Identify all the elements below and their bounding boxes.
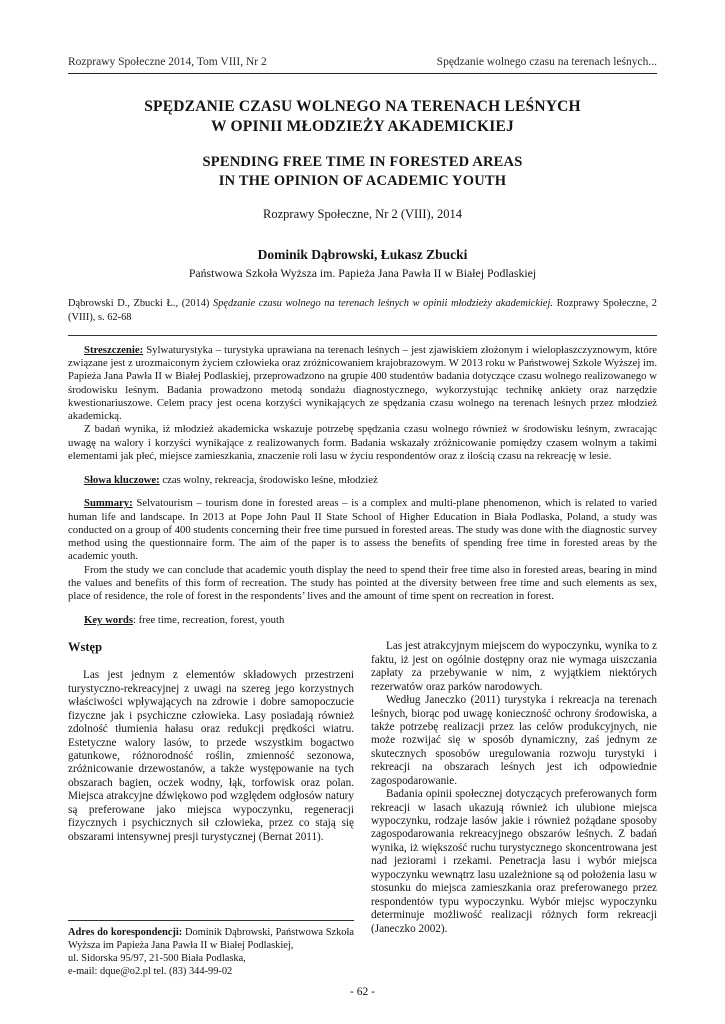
abstract-pl-label: Streszczenie: [84,343,144,356]
article-title-pl-line2: W OPINII MŁODZIEŻY AKADEMICKIEJ [211,118,514,136]
left-column [68,640,354,978]
keywords-pl-text: czas wolny, rekreacja, środowisko leśne, młodzież [159,474,378,487]
authors: Dominik Dąbrowski, Łukasz Zbucki [257,246,468,262]
journal-issue-line: Rozprawy Społeczne, Nr 2 (VIII), 2014 [263,206,462,221]
keywords-pl-label: Słowa kluczowe: [84,474,160,487]
right-column [371,640,657,978]
abstract-pl-paragraph-1 [68,344,657,424]
keywords-pl [68,474,657,486]
abstract-en [68,497,657,603]
article-title-en-line2: IN THE OPINION OF ACADEMIC YOUTH [218,173,507,190]
abstract-pl [68,344,657,463]
right-column-paragraph-1: Las jest atrakcyjnym miejscem do wypoczynku, wynika to z faktu, iż jest on ogólnie dostępny oraz nie wymaga uiszczania zapłaty za przebywanie w nim, z wyjątkiem niektórych rezerwatów oraz parków narodowych. [371,640,657,693]
affiliation: Państwowa Szkoła Wyższa im. Papieża Jana Pawła II w Białej Podlaskiej [188,265,537,280]
abstract-pl-text-1: Sylwaturystyka – turystyka uprawiana na terenach leśnych – jest zjawiskiem złożonym i wielopłaszczyznowym, które związane jest z urozmaiconym życiem człowieka oraz zróżnicowaniem krajobrazowym. W 2013 roku w Państwowej Szkole Wyższej im. Papieża Jana Pawła II w Białej Podlaskiej, przeprowadzono na grupie 400 studentów badania dotyczące czasu wolnego realizowanego w środowisku leśnym. Badania prowadzono metodą sondażu diagnostycznego, wykorzystując technikę ankiety oraz narzędzie kwestionariuszowe. Celem pracy jest ocena korzyści wynikających ze spędzania czasu wolnego na terenach leśnych przez młodzież akademicką. [68,343,657,423]
keywords-en [68,614,657,626]
citation-prefix: Dąbrowski D., Zbucki Ł., (2014) [68,297,214,309]
correspondence-footnote [68,920,354,978]
keywords-en-text: : free time, recreation, forest, youth [132,614,285,627]
abstract-separator-rule [68,335,657,336]
keywords-en-label: Key words [84,614,133,627]
abstract-en-paragraph-2: From the study we can conclude that academic youth display the need to spend their free time also in forested areas, bearing in mind the values and benefits of this form of recreation. The study has pointed at the diversity between free time and such elements as sex, place of residence, the role of forest in the respondents’ lives and the amount of time spent on recreation in forest. [68,563,657,603]
article-title-pl-line1: SPĘDZANIE CZASU WOLNEGO NA TERENACH LEŚNYCH [144,98,581,115]
left-column-paragraph-1: Las jest jednym z elementów składowych przestrzeni turystyczno-rekreacyjnej z uwagi na szereg jego korzystnych właściwości wpływających na zdrowie i dobre samopoczucie fizyczne jak i psychiczne człowieka. Lasy posiadają również zdolność tłumienia hałasu oraz redukcji prędkości wiatru. Estetyczne walory lasów, to przede wszystkim bogactwo gatunkowe, różnorodność roślin, zmienność sezonowa, zróżnicowanie drzewostanów, a także występowanie na tych obszarach bagien, oczek wodny, łąk, torfowisk oraz polan. Miejsca atrakcyjne dźwiękowo pod względem odgłosów natury są preferowane jako miejsca wypoczynku, regeneracji fizycznych i psychicznych sił człowieka, przez co stają się obszarami intensywnej presji turystycznej (Bernat 2011). [68,669,354,843]
running-head [68,56,657,74]
article-title-pl [68,97,657,137]
citation-suffix: Rozprawy Społeczne, 2 (VIII), s. 62-68 [68,297,657,323]
abstract-en-label: Summary: [84,497,133,510]
abstract-en-text-1: Selvatourism – tourism done in forested areas – is a complex and multi-plane phenomenon, which is related to varied human life and landscape. In 2013 at Pope John Paul II State School of Higher Education in Biała Podlaska, Poland, a study was conducted on a group of 400 students concerning their free time pursued in forested areas. The study was done with the diagnostic survey method using the questionnaire form. The aim of the paper is to assess the benefits of spending free time in forested areas by the academic youth. [68,497,657,563]
correspondence-email: e-mail: dque@o2.pl tel. (83) 344-99-02 [68,966,233,977]
two-column-body [68,640,657,978]
correspondence-line-1 [68,926,354,952]
abstract-en-paragraph-1 [68,497,657,563]
running-head-article: Spędzanie wolnego czasu na terenach leśnych... [436,56,657,68]
page-footer [68,978,657,998]
right-column-paragraph-3: Badania opinii społecznej dotyczących preferowanych form rekreacji w lasach ukazują również ich ulubione miejsca wypoczynku, rodzaje lasów jakie i również pożądane sposoby zagospodarowania rekreacyjnego obszarów leśnych. Z badań wynika, iż większość ruchu turystycznego skoncentrowana jest nad jeziorami i rzekami. Penetracja lasu i wybór miejsca wypoczynku wewnątrz lasu uzależnione są od położenia lasu w stosunku do miejsca zamieszkania oraz preferowanego przez respondentów typu wypoczynku. Wybór miejsc wypoczynku determinuje możliwość realizacji różnych form rekreacji (Janeczko 2002). [371,788,657,935]
abstract-pl-paragraph-2: Z badań wynika, iż młodzież akademicka wskazuje potrzebę spędzania czasu wolnego również w środowisku leśnym, zwracając uwagę na walory i korzyści wynikające z realizowanych form. Badania wskazały zróżnicowanie pomiędzy czasem wolnym a takimi elementami jak płeć, miejsce zamieszkania, znaczenie roli lasu w życiu respondentów oraz z ilością czasu na rekreację w lesie. [68,423,657,462]
citation-title-italic: Spędzanie czasu wolnego na terenach leśnych w opinii młodzieży akademickiej. [213,297,553,309]
intro-heading: Wstęp [68,640,103,655]
page-number: - 62 - [350,986,375,998]
citation [68,297,657,325]
article-title-en-line1: SPENDING FREE TIME IN FORESTED AREAS [202,154,523,171]
correspondence-text: Dominik Dąbrowski, Państwowa Szkoła Wyższa im Papieża Jana Pawła II w Białej Podlaskiej, [68,927,354,951]
correspondence-address: ul. Sidorska 95/97, 21-500 Biała Podlaska, [68,953,246,964]
article-title-en [68,153,657,191]
running-head-journal: Rozprawy Społeczne 2014, Tom VIII, Nr 2 [68,56,267,68]
right-column-paragraph-2: Według Janeczko (2011) turystyka i rekreacja na terenach leśnych, biorąc pod uwagę konieczność ochrony środowiska, a także potrzebę realizacji przez las celów produkcyjnych, nie może rozwijać się w sposób dynamiczny, zaś jednym ze skutecznych sposobów uregulowania rozwoju turystyki i rekreacji na obszarach leśnych jest ich odpowiednie zagospodarowanie. [371,694,657,787]
correspondence-label: Adres do korespondencji: [68,927,183,938]
